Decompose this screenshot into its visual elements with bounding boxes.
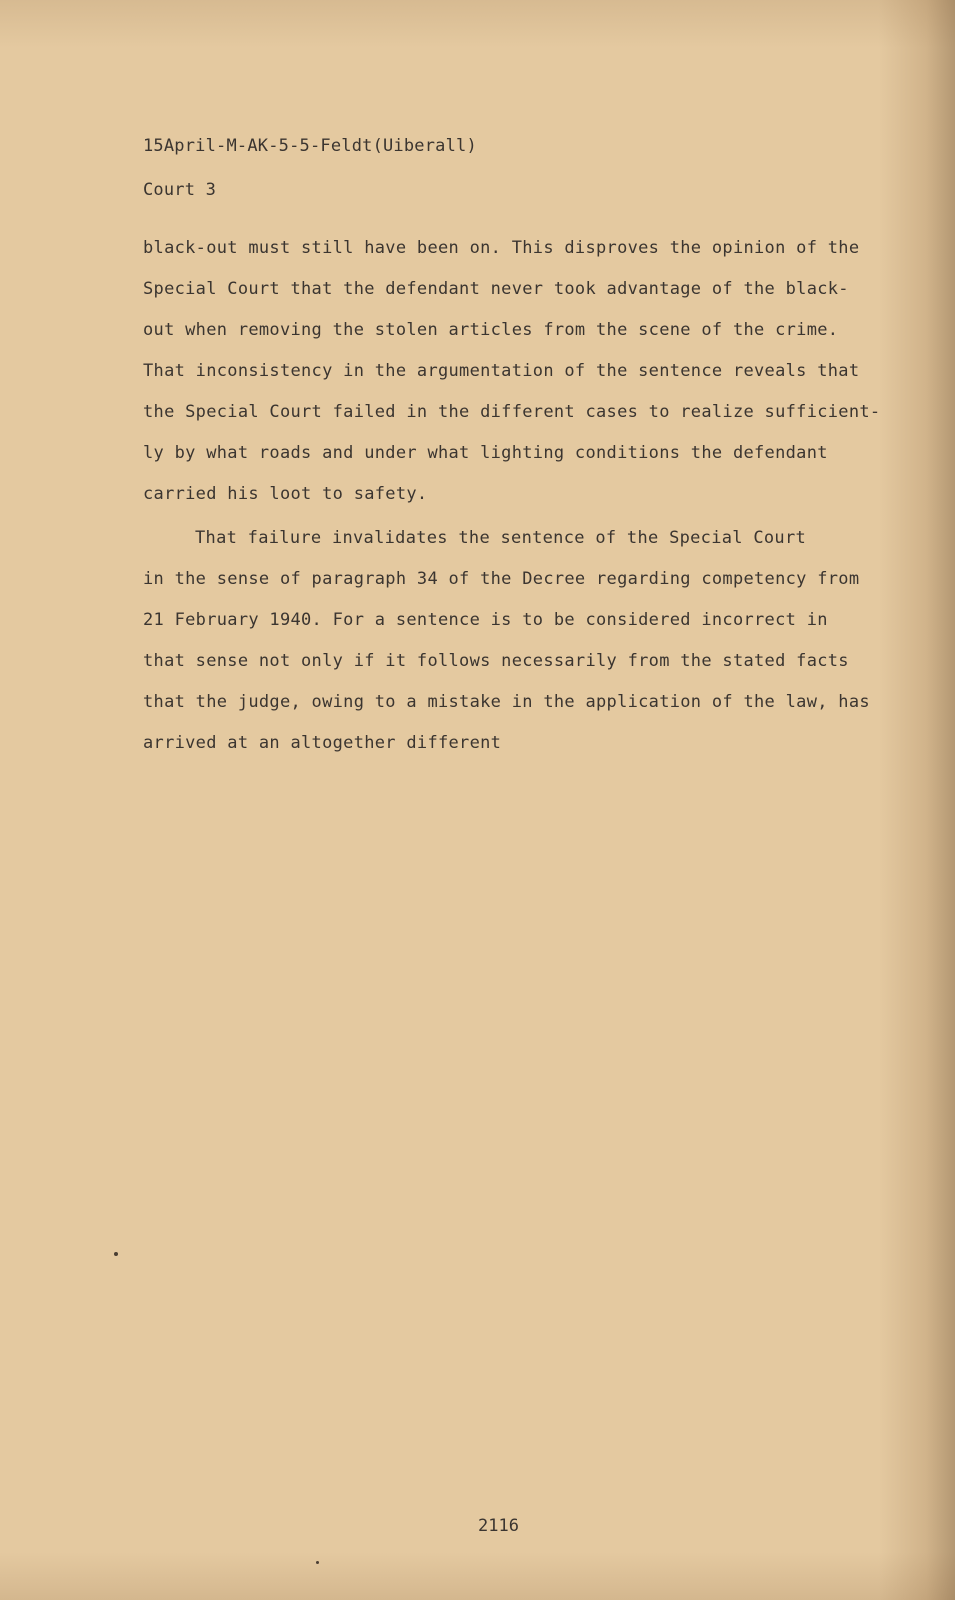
- paragraph-2: [143, 518, 870, 764]
- document-reference: 15April-M-AK-5-5-Feldt(Uiberall): [143, 136, 477, 156]
- text-line: That failure invalidates the sentence of the Special Court: [195, 528, 807, 548]
- text-line: the Special Court failed in the different cases to realize sufficient-: [143, 402, 881, 422]
- paper-speck: [316, 1561, 319, 1564]
- text-line: black-out must still have been on. This disproves the opinion of the: [143, 238, 860, 258]
- text-line: that the judge, owing to a mistake in the application of the law, has: [143, 692, 870, 712]
- text-line: that sense not only if it follows necessarily from the stated facts: [143, 651, 849, 671]
- text-line: in the sense of paragraph 34 of the Decree regarding competency from: [143, 569, 860, 589]
- text-line: 21 February 1940. For a sentence is to be considered incorrect in: [143, 610, 828, 630]
- page-number: 2116: [478, 1516, 519, 1536]
- text-line: ly by what roads and under what lighting conditions the defendant: [143, 443, 828, 463]
- text-line: out when removing the stolen articles from the scene of the crime.: [143, 320, 839, 340]
- court-label: Court 3: [143, 180, 217, 200]
- text-line: That inconsistency in the argumentation of the sentence reveals that: [143, 361, 860, 381]
- text-line: carried his loot to safety.: [143, 484, 428, 504]
- paper-speck: [114, 1252, 118, 1256]
- text-line: Special Court that the defendant never took advantage of the black-: [143, 279, 849, 299]
- text-line: arrived at an altogether different: [143, 733, 502, 753]
- paragraph-1: [143, 228, 881, 515]
